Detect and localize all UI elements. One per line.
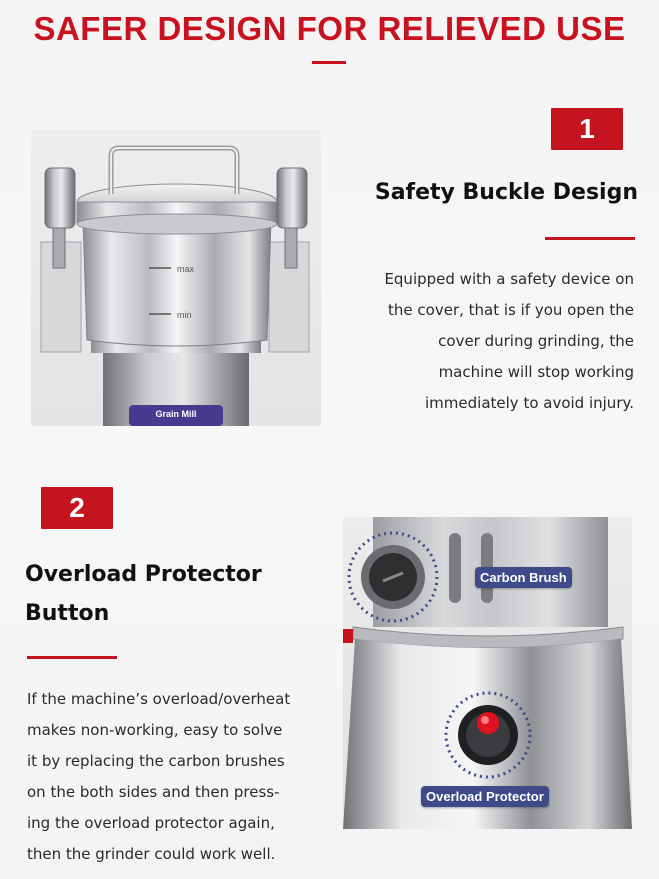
section-description-safety-buckle: Equipped with a safety device on the cover, that is if you open the cover during grinding, the machine will stop working immediately to avoid injury. bbox=[384, 270, 634, 412]
brand-label: Grain Mill bbox=[155, 409, 197, 419]
section-heading-safety-buckle: Safety Buckle Design bbox=[374, 180, 638, 205]
section-number-badge-1: 1 bbox=[551, 108, 623, 150]
overload-protector-callout: Overload Protector bbox=[421, 786, 549, 807]
section-heading-overload-protector: Overload Protector Button bbox=[25, 562, 262, 626]
overload-protector-image bbox=[343, 517, 632, 829]
section-number-badge-2: 2 bbox=[41, 487, 113, 529]
carbon-brush-callout: Carbon Brush bbox=[475, 567, 572, 588]
title-underline bbox=[312, 61, 346, 64]
page-title: SAFER DESIGN FOR RELIEVED USE bbox=[33, 10, 626, 47]
section-description-overload-protector: If the machine’s overload/overheat makes non-working, easy to solve it by replacing the carbon brushes on the both sides and then press- ing the overload protector again, then the grinder could work well. bbox=[27, 690, 291, 863]
section-divider-2 bbox=[27, 656, 117, 659]
min-mark: min bbox=[177, 310, 192, 320]
section-divider-1 bbox=[545, 237, 635, 240]
max-mark: max bbox=[177, 264, 195, 274]
safety-buckle-image bbox=[31, 130, 321, 426]
